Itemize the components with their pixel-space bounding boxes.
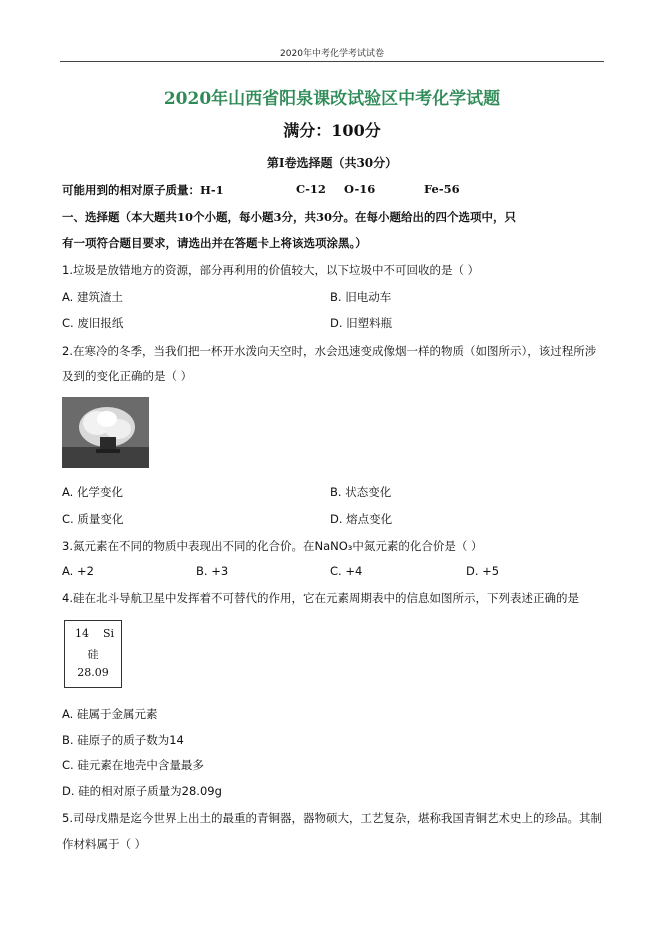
q4-option-a: A. 硅属于金属元素 [62,707,158,721]
q1-option-b: B. 旧电动车 [330,290,392,304]
q4-option-b: B. 硅原子的质子数为14 [62,733,184,747]
atomic-mass-label: 可能用到的相对原子质量：H-1 [62,183,224,197]
q2-option-b: B. 状态变化 [330,485,392,499]
atomic-mass-o: O-16 [344,182,376,196]
element-name: 硅 [87,648,99,661]
atomic-mass-c: C-12 [296,182,326,196]
q3-option-c: C. +4 [330,564,363,578]
q1-stem: 1.垃圾是放错地方的资源，部分再利用的价值较大，以下垃圾中不可回收的是（ ） [62,263,480,277]
q2-option-c: C. 质量变化 [62,512,124,526]
element-atomic-number: 14 [75,627,89,640]
element-symbol: Si [103,627,115,640]
atomic-mass-fe: Fe-56 [424,182,460,196]
q5-stem-line1: 5.司母戊鼎是迄今世界上出土的最重的青铜器，器物硕大，工艺复杂，堪称我国青铜艺术史上的珍品。其制 [62,811,602,825]
boiling-water-photo [62,397,149,468]
q3-stem: 3.氮元素在不同的物质中表现出不同的化合价。在NaNO₃中氮元素的化合价是（ ） [62,539,483,553]
exam-title: 2020年山西省阳泉课改试验区中考化学试题 [163,89,501,109]
part-heading: 第I卷选择题（共30分） [266,156,398,170]
q3-option-a: A. +2 [62,564,94,578]
q3-option-d: D. +5 [466,564,500,578]
q1-option-c: C. 废旧报纸 [62,316,124,330]
q4-stem: 4.硅在北斗导航卫星中发挥着不可替代的作用，它在元素周期表中的信息如图所示，下列表述正确的是 [62,591,579,605]
page-header: 2020年中考化学考试试卷 [280,49,384,59]
section-instruction-line1: 一、选择题（本大题共10个小题，每小题3分，共30分。在每小题给出的四个选项中，只 [62,210,517,224]
q2-option-d: D. 熔点变化 [330,512,393,526]
q4-option-c: C. 硅元素在地壳中含量最多 [62,758,204,772]
section-instruction-line2: 有一项符合题目要求，请选出并在答题卡上将该选项涂黑。） [62,236,367,250]
q1-option-d: D. 旧塑料瓶 [330,316,393,330]
q2-stem-line2: 及到的变化正确的是（ ） [62,369,193,383]
q2-stem-line1: 2.在寒冷的冬季，当我们把一杯开水泼向天空时，水会迅速变成像烟一样的物质（如图所示），该过程所涉 [62,344,597,358]
periodic-table-cell [64,620,122,688]
q3-option-b: B. +3 [196,564,229,578]
q1-option-a: A. 建筑渣土 [62,290,123,304]
q4-option-d: D. 硅的相对原子质量为28.09g [62,784,222,798]
element-atomic-mass: 28.09 [77,666,109,679]
header-rule [60,61,604,62]
q5-stem-line2: 作材料属于（ ） [62,837,147,851]
full-score: 满分：100分 [283,121,381,140]
q2-option-a: A. 化学变化 [62,485,123,499]
